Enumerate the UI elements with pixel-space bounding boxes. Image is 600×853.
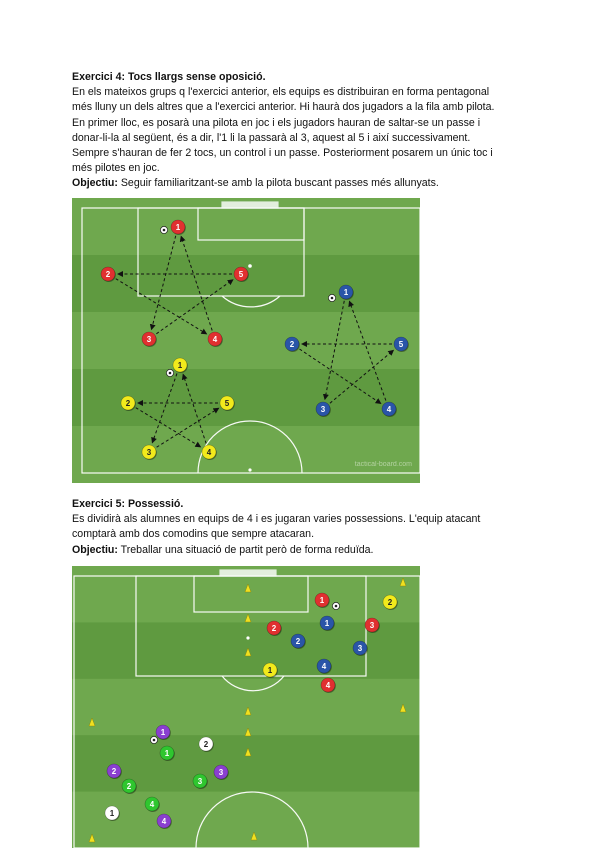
svg-text:4: 4 bbox=[206, 448, 212, 457]
svg-text:1: 1 bbox=[109, 809, 115, 818]
svg-text:4: 4 bbox=[149, 800, 155, 809]
svg-text:2: 2 bbox=[125, 399, 131, 408]
svg-text:3: 3 bbox=[197, 777, 203, 786]
pitch-diagram-2 bbox=[72, 566, 420, 848]
objective-text: Seguir familiaritzant-se amb la pilota buscant passes més allunyats. bbox=[117, 177, 439, 190]
exercise-5-objective bbox=[72, 543, 532, 558]
svg-text:2: 2 bbox=[111, 767, 117, 776]
svg-text:1: 1 bbox=[343, 288, 349, 297]
exercise-4-line: més lluny un dels altres que a l'exercici anterior. Hi haurà dos jugadors a la fila amb pilota. bbox=[72, 101, 495, 114]
svg-text:3: 3 bbox=[357, 644, 363, 653]
svg-text:4: 4 bbox=[321, 662, 327, 671]
svg-text:3: 3 bbox=[146, 335, 152, 344]
svg-text:2: 2 bbox=[203, 740, 209, 749]
exercise-5-line: Es dividirà als alumnes en equips de 4 i es jugaran varies possessions. L'equip atacant bbox=[72, 513, 481, 526]
svg-text:2: 2 bbox=[295, 637, 301, 646]
exercise-4-text bbox=[72, 70, 532, 192]
svg-text:4: 4 bbox=[161, 817, 167, 826]
svg-text:3: 3 bbox=[369, 621, 375, 630]
exercise-4-line: En primer lloc, es posarà una pilota en joc i els jugadors hauran de saltar-se un passe i bbox=[72, 116, 481, 129]
svg-text:4: 4 bbox=[386, 405, 392, 414]
svg-text:1: 1 bbox=[267, 666, 273, 675]
watermark: tactical-board.com bbox=[354, 461, 412, 468]
svg-text:1: 1 bbox=[164, 749, 170, 758]
svg-text:5: 5 bbox=[224, 399, 230, 408]
tactical-board-exercise-4 bbox=[72, 198, 420, 483]
svg-text:5: 5 bbox=[398, 340, 404, 349]
svg-text:3: 3 bbox=[146, 448, 152, 457]
svg-text:1: 1 bbox=[175, 223, 181, 232]
ball-icon bbox=[150, 736, 157, 743]
exercise-5-title: Exercici 5: Possessió. bbox=[72, 498, 184, 510]
ball-icon bbox=[166, 369, 173, 376]
objective-label: Objectiu: bbox=[72, 177, 118, 190]
svg-text:1: 1 bbox=[177, 361, 183, 370]
pitch-diagram-1 bbox=[72, 198, 420, 483]
objective-label: Objectiu: bbox=[72, 543, 118, 556]
svg-text:2: 2 bbox=[289, 340, 295, 349]
objective-text: Treballar una situació de partit però de forma reduïda. bbox=[117, 543, 374, 556]
svg-text:4: 4 bbox=[212, 335, 218, 344]
ball-icon bbox=[332, 602, 339, 609]
svg-text:2: 2 bbox=[387, 598, 393, 607]
svg-text:2: 2 bbox=[105, 270, 111, 279]
exercise-4-line: donar-li-la al següent, és a dir, l'1 li la passarà al 3, aquest al 5 i així successivament. bbox=[72, 131, 471, 144]
ball-icon bbox=[160, 226, 167, 233]
svg-text:2: 2 bbox=[126, 782, 132, 791]
svg-text:1: 1 bbox=[160, 728, 166, 737]
svg-text:1: 1 bbox=[319, 596, 325, 605]
ball-icon bbox=[328, 294, 335, 301]
svg-text:5: 5 bbox=[238, 270, 244, 279]
exercise-4-line: En els mateixos grups q l'exercici anterior, els equips es distribuiran en forma pentagonal bbox=[72, 86, 490, 99]
svg-text:1: 1 bbox=[324, 619, 330, 628]
exercise-4-line: més pilotes en joc. bbox=[72, 162, 160, 175]
svg-text:4: 4 bbox=[325, 681, 331, 690]
exercise-4-objective bbox=[72, 176, 532, 191]
exercise-5-line: comptarà amb dos comodins que sempre atacaran. bbox=[72, 528, 315, 541]
exercise-5-text bbox=[72, 497, 532, 558]
svg-text:3: 3 bbox=[218, 768, 224, 777]
exercise-4-title: Exercici 4: Tocs llargs sense oposició. bbox=[72, 71, 266, 83]
exercise-4-line: Sempre s'hauran de fer 2 tocs, un control i un passe. Posteriorment posarem un únic toc i bbox=[72, 147, 493, 160]
svg-text:3: 3 bbox=[320, 405, 326, 414]
svg-text:2: 2 bbox=[271, 624, 277, 633]
tactical-board-exercise-5 bbox=[72, 566, 420, 848]
